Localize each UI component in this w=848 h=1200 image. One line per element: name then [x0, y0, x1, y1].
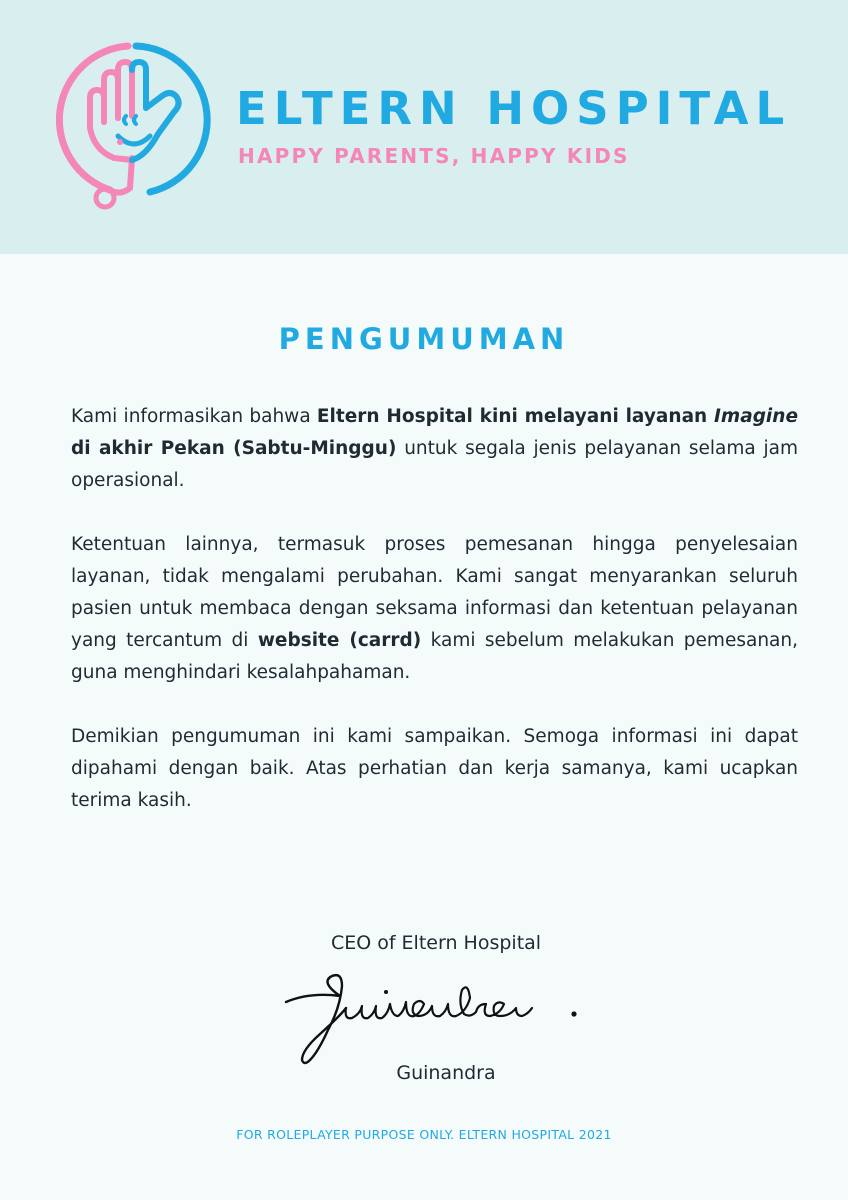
paragraph-2-text-a: Ketentuan lainnya, termasuk proses pemesanan hingga penyelesaian layanan, tidak mengalami perubahan. Kami sangat menyarankan seluruh pasien untuk membaca dengan seksama informasi dan ketentuan pelayanan yang tercantum di: [71, 534, 798, 651]
paragraph-2-text-b: kami sebelum melakukan pemesanan, guna menghindari kesalahpahaman.: [71, 630, 798, 683]
paragraph-1-italic-service: Imagine: [714, 406, 798, 427]
header-banner: [0, 0, 848, 254]
hospital-tagline: HAPPY PARENTS, HAPPY KIDS: [238, 144, 630, 168]
footer-disclaimer: FOR ROLEPLAYER PURPOSE ONLY. ELTERN HOSPITAL 2021: [236, 1127, 612, 1142]
paragraph-1-bold-a: Eltern Hospital kini melayani layanan: [316, 406, 715, 427]
paragraph-2-bold-website: website (carrd): [257, 630, 422, 651]
hospital-name: ELTERN HOSPITAL: [236, 82, 792, 135]
signatory-name: Guinandra: [396, 1062, 496, 1084]
paragraph-1: [71, 401, 798, 497]
handwritten-signature: [280, 968, 590, 1068]
paragraph-1-text-a: Kami informasikan bahwa: [71, 406, 317, 427]
paragraph-1-bold-b: di akhir Pekan (Sabtu-Minggu): [71, 438, 397, 459]
paragraph-1-text-b: untuk segala jenis pelayanan selama jam operasional.: [71, 438, 799, 491]
paragraph-2: [71, 529, 798, 689]
paragraph-3: Demikian pengumuman ini kami sampaikan. Semoga informasi ini dapat dipahami dengan baik. Atas perhatian dan kerja samanya, kami ucapkan terima kasih.: [71, 726, 798, 811]
announcement-heading: PENGUMUMAN: [278, 322, 570, 356]
hand-stethoscope-logo-icon: [50, 38, 218, 210]
signatory-role: CEO of Eltern Hospital: [330, 932, 542, 954]
announcement-body: [71, 401, 798, 849]
